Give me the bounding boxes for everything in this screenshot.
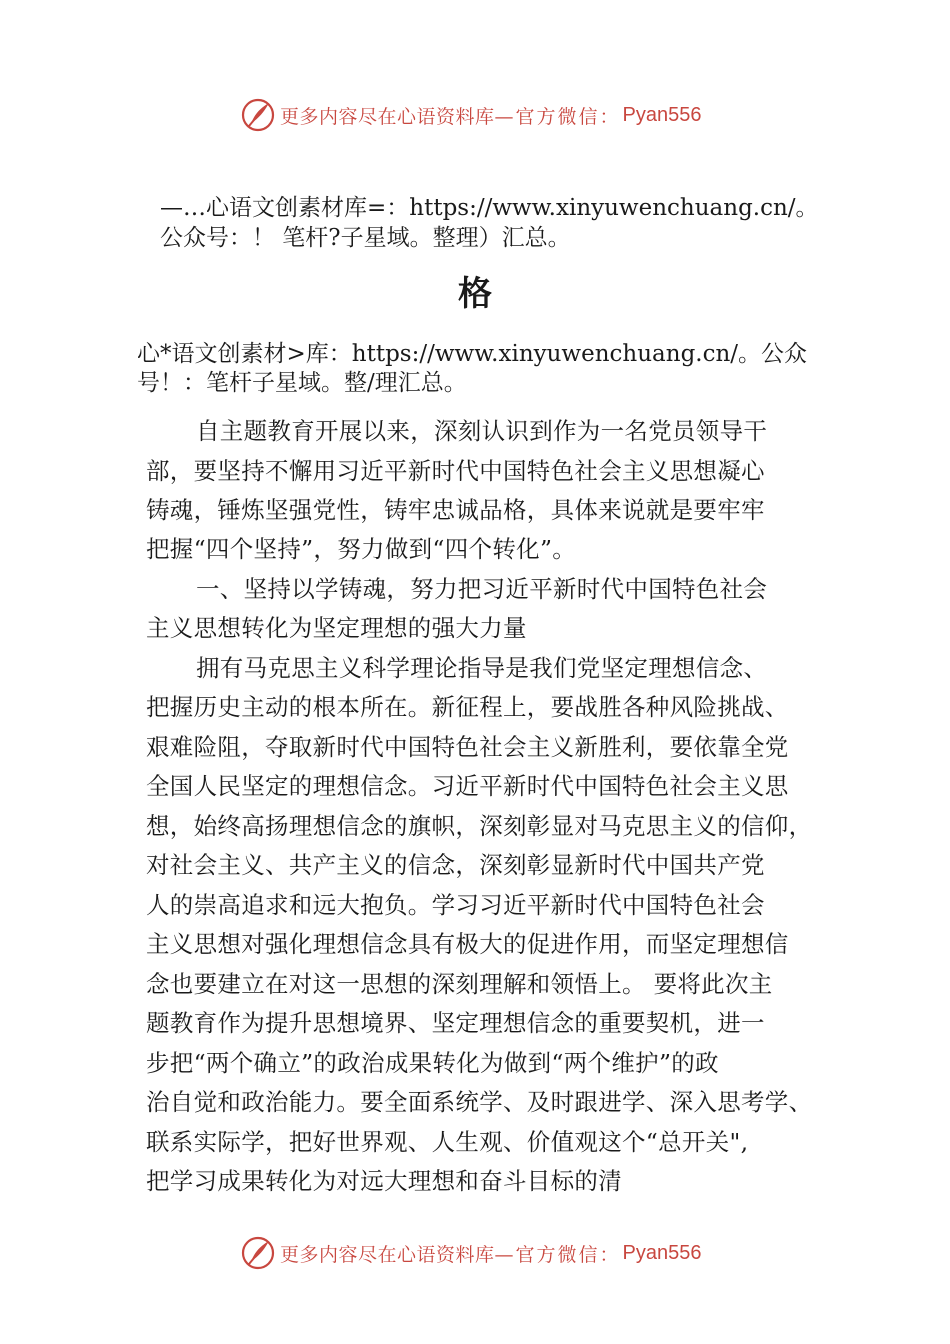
source-note-line: 心*语文创素材>库：https://www.xinyuwenchuang.cn/。公众 [137,341,808,367]
body-line: 对社会主义、共产主义的信念，深刻彰显新时代中国共产党 [146,851,765,879]
header-banner [240,95,702,135]
body-line: 念也要建立在对这一思想的深刻理解和领悟上。 要将此次主 [146,970,773,998]
body-line: 铸魂，锤炼坚强党性，铸牢忠诚品格，具体来说就是要牢牢 [146,496,765,524]
body-line: 治自觉和政治能力。要全面系统学、及时跟进学、深入思考学、 [146,1088,813,1116]
banner-brand-text: 更多内容尽在心语资料库 [280,105,495,128]
body-line: 拥有马克思主义科学理论指导是我们党坚定理想信念、 [196,654,768,682]
body-line: 一、坚持以学铸魂，努力把习近平新时代中国特色社会 [196,575,768,603]
banner-account: Pyan556 [622,103,702,126]
source-note-line: —…心语文创素材库=：https://www.xinyuwenchuang.cn/。 [160,195,819,221]
body-line: 题教育作为提升思想境界、坚定理想信念的重要契机，进一 [146,1009,765,1037]
body-line: 联系实际学，把好世界观、人生观、价值观这个“总开关", [146,1128,749,1156]
source-note-line: 公众号：！ 笔杆?子星域。整理）汇总。 [160,225,571,251]
body-line: 把学习成果转化为对远大理想和奋斗目标的清 [146,1167,622,1195]
body-line: 主义思想转化为坚定理想的强大力量 [146,614,527,642]
banner-account: Pyan556 [622,1241,702,1264]
body-line: 想，始终高扬理想信念的旗帜，深刻彰显对马克思主义的信仰， [146,812,813,840]
body-line: 部，要坚持不懈用习近平新时代中国特色社会主义思想凝心 [146,457,765,485]
banner-wechat-text: —官方微信： [494,105,621,128]
body-line: 人的崇高追求和远大抱负。学习习近平新时代中国特色社会 [146,891,765,919]
body-line: 全国人民坚定的理想信念。习近平新时代中国特色社会主义思 [146,772,789,800]
body-line: 步把“两个确立”的政治成果转化为做到“两个维护”的政 [146,1049,719,1077]
quill-logo-icon [240,97,276,133]
quill-logo-icon [240,1235,276,1271]
body-line: 自主题教育开展以来，深刻认识到作为一名党员领导干 [196,417,768,445]
banner-wechat-text: —官方微信： [494,1243,621,1266]
page-title: 格 [458,274,492,314]
footer-banner [240,1233,702,1273]
body-line: 把握历史主动的根本所在。新征程上，要战胜各种风险挑战、 [146,693,789,721]
body-line: 把握“四个坚持”，努力做到“四个转化”。 [146,535,577,563]
body-line: 主义思想对强化理想信念具有极大的促进作用，而坚定理想信 [146,930,789,958]
source-note-line: 号！：笔杆子星域。整/理汇总。 [137,370,467,396]
body-line: 艰难险阻，夺取新时代中国特色社会主义新胜利，要依靠全党 [146,733,789,761]
banner-brand-text: 更多内容尽在心语资料库 [280,1243,495,1266]
